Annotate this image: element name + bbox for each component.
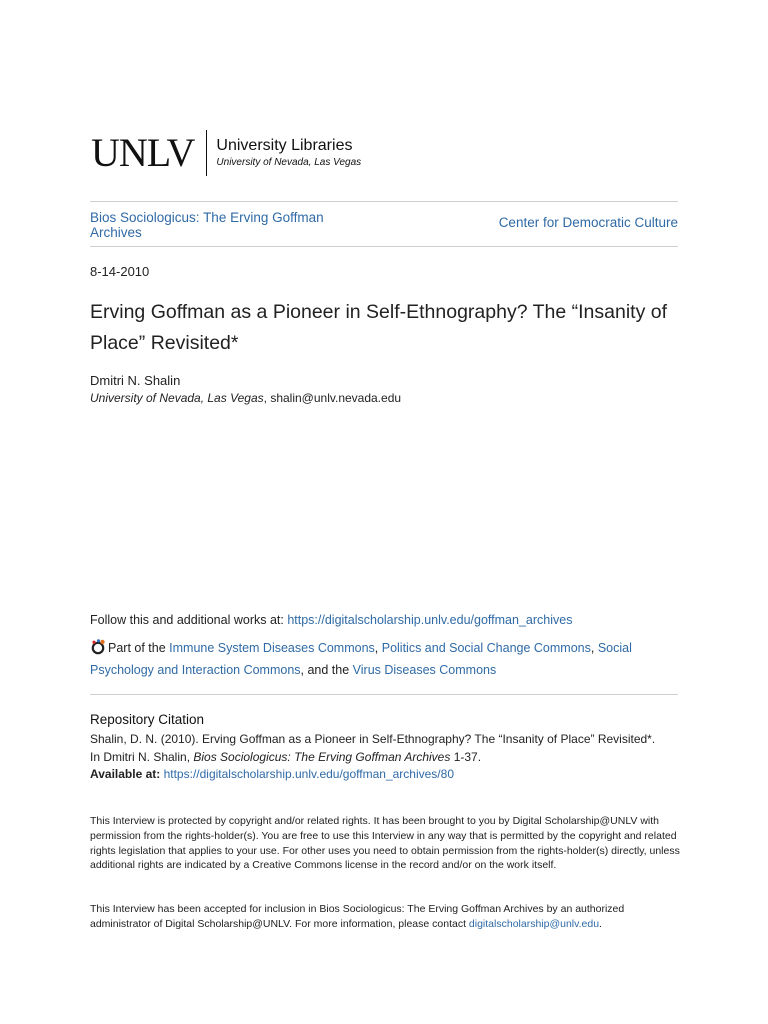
citation-prefix: In Dmitri N. Shalin,: [90, 749, 194, 764]
available-label: Available at:: [90, 767, 164, 781]
citation-line-1: Shalin, D. N. (2010). Erving Goffman as a Pioneer in Self-Ethnography? The “Insanity of Place” Revisited*.: [90, 732, 656, 746]
commons-separator: ,: [590, 641, 598, 655]
author-name: Dmitri N. Shalin: [90, 373, 181, 388]
header-bottom-rule: [90, 246, 678, 247]
logo-divider: [206, 130, 207, 176]
commons-link-social-psychology[interactable]: Social Psychology and Interaction Commons: [90, 641, 632, 677]
commons-link-immune[interactable]: Immune System Diseases Commons: [169, 641, 375, 655]
repository-citation-heading: Repository Citation: [90, 712, 205, 727]
acceptance-end: .: [599, 917, 602, 930]
repository-citation: [90, 731, 690, 784]
logo-title: University Libraries: [216, 137, 353, 154]
acceptance-text: This Interview has been accepted for inclusion in Bios Sociologicus: The Erving Goffman Archives by an authorized administrator of Digital Scholarship@UNLV. For more information, please contact: [90, 903, 625, 930]
logo-subtitle: University of Nevada, Las Vegas: [216, 157, 362, 168]
commons-link-politics[interactable]: Politics and Social Change Commons: [381, 641, 591, 655]
follow-line: [90, 613, 572, 627]
publication-date: 8-14-2010: [90, 264, 150, 279]
follow-url-link[interactable]: https://digitalscholarship.unlv.edu/goffman_archives: [287, 613, 573, 627]
commons-link-virus[interactable]: Virus Diseases Commons: [352, 663, 497, 677]
author-affiliation: [90, 391, 401, 405]
article-title: Erving Goffman as a Pioneer in Self-Ethnography? The “Insanity of Place” Revisited*: [90, 301, 668, 354]
commons-separator: ,: [374, 641, 382, 655]
header-top-rule: [90, 201, 678, 202]
author-email: , shalin@unlv.nevada.edu: [263, 391, 402, 405]
center-link[interactable]: Center for Democratic Culture: [498, 215, 678, 230]
citation-available: [90, 766, 690, 784]
logo-text: [216, 136, 361, 170]
acceptance-statement: [90, 902, 680, 932]
network-commons-icon: [90, 639, 106, 655]
section-rule: [90, 694, 678, 695]
part-of-commons: [90, 637, 680, 681]
part-of-prefix: Part of the: [108, 641, 170, 655]
logo-mark: UNLV: [91, 130, 195, 175]
affiliation-name: University of Nevada, Las Vegas: [90, 391, 264, 405]
rights-statement: This Interview is protected by copyright and/or related rights. It has been brought to you by Digital Scholarship@UNLV with permission from the rights-holder(s). You are free to use this Interview in any way that is permitted by the copyright and related rights legislation that applies to your use. For other uses you need to obtain permission from the rights-holder(s) directly, unless additional rights are indicated by a Creative Commons license in the record and/or on the work itself.: [90, 815, 680, 872]
collection-link[interactable]: Bios Sociologicus: The Erving Goffman Archives: [90, 210, 324, 240]
unlv-libraries-logo: [91, 130, 361, 176]
citation-source: Bios Sociologicus: The Erving Goffman Archives: [193, 749, 451, 764]
follow-label: Follow this and additional works at:: [90, 613, 288, 627]
commons-separator: , and the: [300, 663, 353, 677]
available-url-link[interactable]: https://digitalscholarship.unlv.edu/goffman_archives/80: [163, 767, 454, 781]
contact-email-link[interactable]: digitalscholarship@unlv.edu: [468, 917, 600, 930]
citation-line-2: [90, 749, 690, 767]
citation-pages: 1-37.: [450, 749, 482, 764]
